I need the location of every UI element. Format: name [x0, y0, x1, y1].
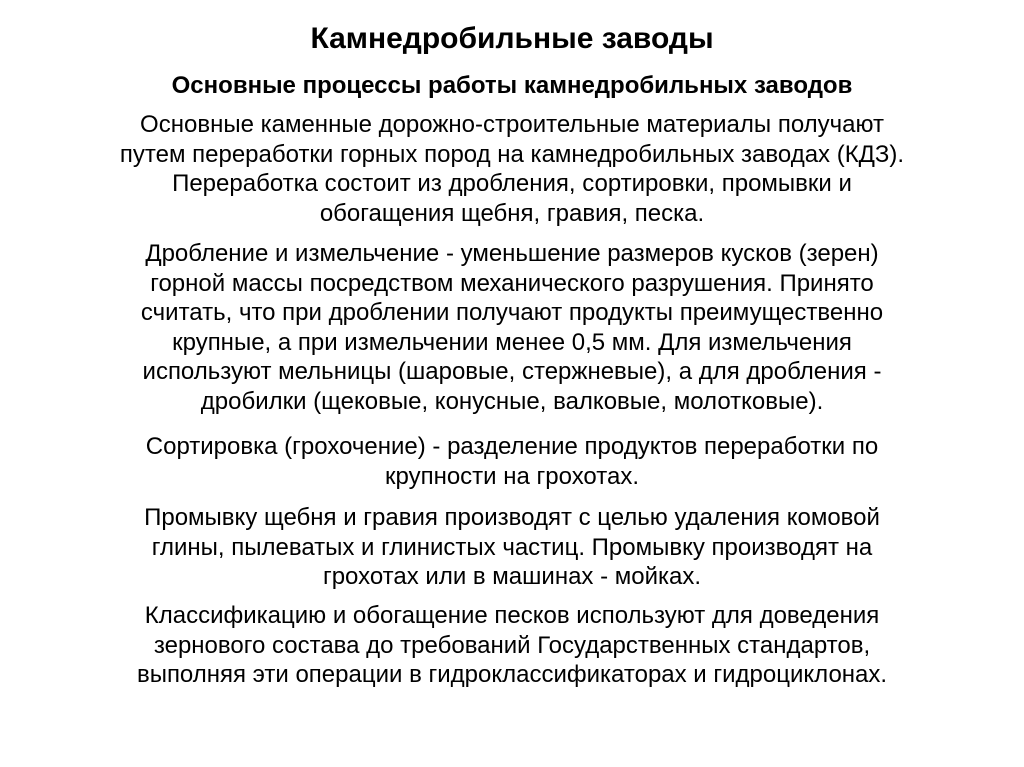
paragraph-classification: [40, 601, 984, 690]
paragraph-crushing: [40, 239, 984, 416]
paragraph-line: дробилки (щековые, конусные, валковые, молотковые).: [200, 387, 824, 415]
paragraph-line: Сортировка (грохочение) - разделение продуктов переработки по: [145, 433, 879, 460]
slide: [40, 0, 984, 767]
paragraph-line: обогащения щебня, гравия, песка.: [319, 199, 705, 227]
slide-subtitle: Основные процессы работы камнедробильных заводов: [171, 72, 853, 99]
paragraph-line: Классификацию и обогащение песков используют для доведения: [144, 602, 880, 629]
paragraph-line: крупные, а при измельчении менее 0,5 мм. Для измельчения: [172, 328, 852, 356]
paragraph-line: путем переработки горных пород на камнедробильных заводах (КДЗ).: [119, 140, 905, 168]
paragraph-line: выполняя эти операции в гидроклассификаторах и гидроциклонах.: [136, 661, 888, 688]
paragraph-line: используют мельницы (шаровые, стержневые), а для дробления -: [142, 358, 882, 385]
paragraph-line: Основные каменные дорожно-строительные материалы получают: [140, 111, 884, 138]
paragraph-line: Дробление и измельчение - уменьшение размеров кусков (зерен): [145, 240, 879, 267]
paragraph-line: Промывку щебня и гравия производят с целью удаления комовой: [144, 504, 880, 531]
paragraph-line: считать, что при дроблении получают продукты преимущественно: [140, 299, 884, 326]
paragraph-sorting: [40, 432, 984, 491]
paragraph-line: глины, пылеватых и глинистых частиц. Промывку производят на: [151, 533, 873, 561]
paragraph-line: Переработка состоит из дробления, сортировки, промывки и: [172, 170, 852, 197]
paragraph-line: зернового состава до требований Государственных стандартов,: [153, 631, 871, 659]
paragraph-washing: [40, 503, 984, 592]
paragraph-line: крупности на грохотах.: [385, 462, 639, 490]
paragraph-line: грохотах или в машинах - мойках.: [322, 563, 702, 590]
paragraph-raw-materials: [40, 110, 984, 228]
paragraph-line: горной массы посредством механического разрушения. Принято: [150, 269, 874, 297]
slide-title: Камнедробильные заводы: [310, 22, 714, 55]
